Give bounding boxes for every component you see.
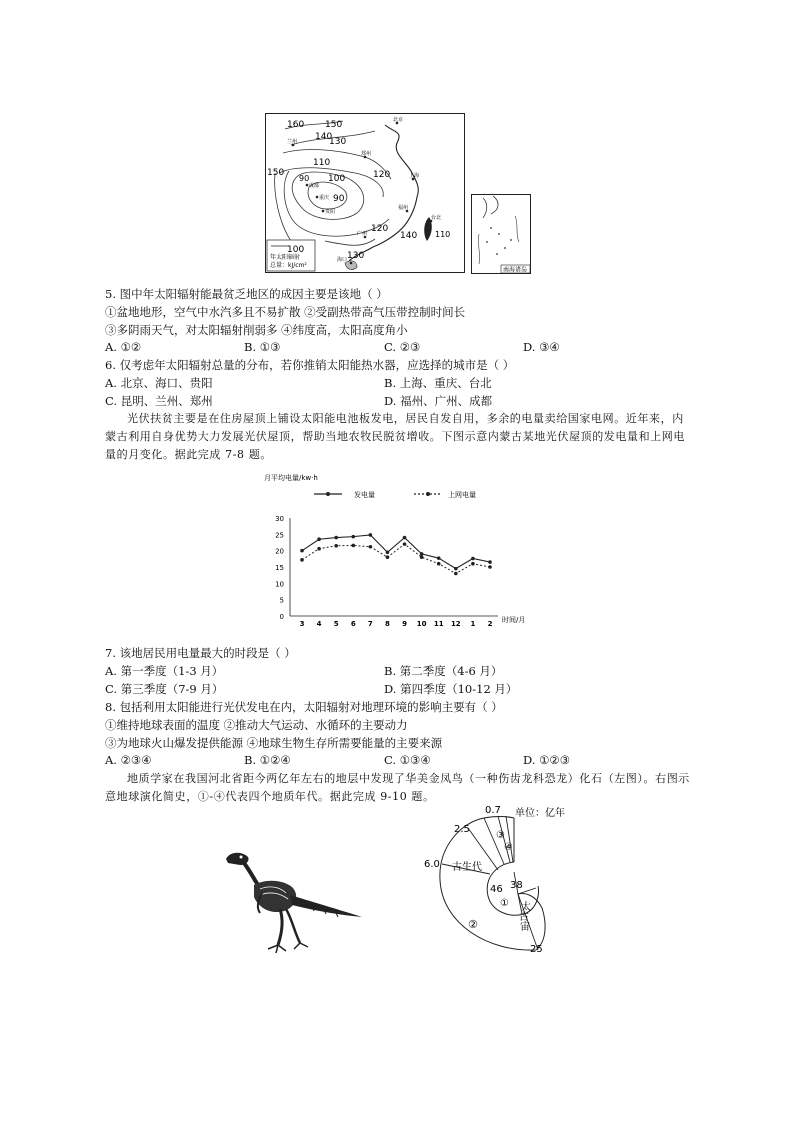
contour-label: 90 [333, 194, 345, 204]
y-tick-label: 30 [275, 515, 284, 523]
point-grid-feed [420, 555, 424, 559]
x-tick-label: 9 [402, 620, 407, 628]
point-generation [317, 537, 321, 541]
city-label: 贵阳 [325, 209, 336, 215]
q5-option-c[interactable]: C. ②③ [384, 340, 421, 354]
spiral-value-46: 46 [490, 884, 503, 895]
q8-option-b[interactable]: B. ①②④ [244, 753, 291, 767]
q8-option-a[interactable]: A. ②③④ [105, 753, 152, 767]
city-label: 兰州 [287, 139, 298, 145]
city-label: 福州 [398, 205, 409, 211]
point-grid-feed [351, 544, 355, 548]
q8-statements-2: ③为地球火山爆发提供能源 ④地球生物生存所需要能量的主要来源 [105, 736, 443, 750]
point-grid-feed [488, 565, 492, 569]
era-archean-3: 宙 [520, 922, 530, 933]
city-label: 台北 [431, 215, 442, 221]
series-line-generation [302, 535, 490, 569]
legend-generation: 发电量 [354, 491, 375, 499]
point-grid-feed [317, 547, 321, 551]
point-generation [351, 535, 355, 539]
contour-label: 140 [400, 231, 418, 241]
chart-ylabel: 月平均电量/kw·h [264, 474, 318, 482]
q6-option-b[interactable]: B. 上海、重庆、台北 [384, 376, 492, 390]
point-grid-feed [437, 562, 441, 566]
q7-option-a[interactable]: A. 第一季度（1-3 月） [105, 664, 224, 678]
contour-label: 130 [347, 251, 365, 261]
city-label: 广州 [357, 231, 368, 237]
spiral-unit: 单位：亿年 [515, 808, 565, 819]
series-line-grid-feed [302, 544, 490, 573]
q6-option-c[interactable]: C. 昆明、兰州、郑州 [105, 394, 213, 408]
point-generation [300, 549, 304, 553]
era-archean-2: 古 [519, 912, 529, 923]
contour-label: 140 [315, 132, 333, 142]
point-generation [334, 536, 338, 540]
q5-option-b[interactable]: B. ①③ [244, 340, 281, 354]
y-tick-label: 20 [275, 547, 284, 556]
x-tick-label: 4 [316, 620, 322, 628]
q8-option-c[interactable]: C. ①③④ [384, 753, 431, 767]
y-tick-label: 10 [275, 580, 284, 589]
x-tick-label: 1 [470, 620, 476, 628]
spiral-marker-2: ② [468, 918, 478, 931]
city-label: 北京 [393, 117, 404, 123]
point-generation [471, 557, 475, 561]
contour-label: 100 [287, 245, 305, 255]
q7-stem: 7. 该地居民用电量最大的时段是（ ） [105, 646, 296, 660]
point-generation [369, 533, 373, 537]
y-tick-label: 0 [279, 613, 284, 621]
spiral-marker-4: ④ [504, 842, 513, 853]
chart-xlabel: 时间/月 [502, 616, 526, 624]
contour-label: 130 [329, 137, 347, 147]
passage-geology: 地质学家在我国河北省距今两亿年左右的地层中发现了华美金凤鸟（一种伤齿龙科恐龙）化石（左图）。右图示意地球演化简史，①-④代表四个地质年代。据此完成 9-10 题。 [105, 772, 690, 803]
point-generation [403, 536, 407, 540]
point-grid-feed [386, 555, 390, 559]
city-label: 重庆 [319, 195, 330, 201]
contour-label: 90 [299, 174, 310, 183]
map-legend-unit: 总量：kJ/cm² [270, 262, 307, 269]
inset-label: 南海诸岛 [503, 266, 528, 274]
spiral-marker-1: ① [500, 898, 509, 909]
x-tick-label: 2 [487, 620, 493, 628]
point-grid-feed [369, 545, 373, 549]
point-grid-feed [300, 558, 304, 562]
city-label: 成都 [309, 183, 320, 189]
city-label: 上海 [409, 173, 420, 179]
contour-label: 150 [267, 168, 285, 178]
spiral-value-38: 38 [510, 880, 523, 891]
dinosaur-fossil-image [220, 845, 370, 955]
q5-option-a[interactable]: A. ①② [105, 340, 142, 354]
point-generation [420, 552, 424, 556]
spiral-marker-3: ③ [496, 830, 505, 841]
city-label: 海口 [337, 257, 348, 263]
spiral-value-0-7: 0.7 [485, 805, 501, 816]
contour-label: 160 [287, 120, 305, 130]
q7-option-d[interactable]: D. 第四季度（10-12 月） [384, 682, 518, 696]
x-tick-label: 7 [367, 620, 373, 628]
map-legend-title: 年太阳辐射 [270, 254, 301, 261]
point-generation [437, 556, 441, 560]
q7-option-b[interactable]: B. 第二季度（4-6 月） [384, 664, 503, 678]
q6-stem: 6. 仅考虑年太阳辐射总量的分布，若你推销太阳能热水器，应选择的城市是（ ） [105, 358, 515, 372]
x-tick-label: 10 [416, 620, 427, 628]
q8-statements-1: ①维持地球表面的温度 ②推动大气运动、水循环的主要动力 [105, 718, 408, 732]
q8-option-d[interactable]: D. ①②③ [523, 753, 571, 767]
x-tick-label: 12 [450, 620, 461, 628]
contour-label: 110 [313, 158, 331, 168]
point-generation [488, 560, 492, 564]
contour-label: 110 [435, 230, 451, 239]
y-tick-label: 15 [275, 564, 284, 572]
contour-label: 150 [325, 120, 343, 130]
point-grid-feed [334, 544, 338, 548]
city-label: 郑州 [361, 151, 372, 157]
spiral-value-2-5: 2.5 [454, 824, 470, 835]
y-tick-label: 5 [279, 596, 284, 605]
x-tick-label: 6 [350, 620, 356, 628]
spiral-value-6-0: 6.0 [424, 859, 440, 870]
q6-option-d[interactable]: D. 福州、广州、成都 [384, 394, 493, 408]
y-tick-label: 25 [275, 531, 284, 540]
earth-history-spiral [418, 800, 618, 960]
q5-statements-2: ③多阴雨天气，对太阳辐射削弱多 ④纬度高，太阳高度角小 [105, 323, 408, 337]
point-grid-feed [471, 562, 475, 566]
contour-label: 120 [371, 224, 389, 234]
q8-stem: 8. 包括利用太阳能进行光伏发电在内，太阳辐射对地理环境的影响主要有（ ） [105, 700, 503, 714]
x-tick-label: 8 [385, 620, 390, 628]
x-tick-label: 11 [433, 620, 444, 628]
x-tick-label: 5 [333, 620, 339, 628]
q5-option-d[interactable]: D. ③④ [523, 340, 560, 354]
point-grid-feed [403, 542, 407, 546]
pv-line-chart [262, 470, 526, 635]
contour-label: 100 [328, 174, 346, 184]
era-paleozoic: 古生代 [452, 862, 482, 873]
x-tick-label: 3 [299, 620, 305, 628]
q5-statements-1: ①盆地地形，空气中水汽多且不易扩散 ②受副热带高气压带控制时间长 [105, 305, 466, 319]
contour-label: 120 [373, 170, 391, 180]
era-archean-1: 太 [521, 902, 531, 913]
legend-grid-feed: 上网电量 [448, 491, 476, 499]
point-generation [386, 551, 390, 555]
passage-pv-poverty: 光伏扶贫主要是在住房屋顶上铺设太阳能电池板发电，居民自发自用，多余的电量卖给国家电网。近年来，内蒙古利用自身优势大力发展光伏屋顶，帮助当地农牧民脱贫增收。下图示意内蒙古某地光伏屋顶的发电量和上网电量的月变化。据此完成 7-8 题。 [105, 412, 685, 461]
point-grid-feed [454, 572, 458, 576]
q6-option-a[interactable]: A. 北京、海口、贵阳 [105, 376, 213, 390]
point-generation [454, 567, 458, 571]
q7-option-c[interactable]: C. 第三季度（7-9 月） [105, 682, 224, 696]
solar-radiation-map [265, 113, 465, 273]
spiral-value-25: 25 [530, 944, 543, 955]
south-china-sea-inset [471, 194, 531, 274]
q5-stem: 5. 图中年太阳辐射能最贫乏地区的成因主要是该地（ ） [105, 287, 388, 301]
